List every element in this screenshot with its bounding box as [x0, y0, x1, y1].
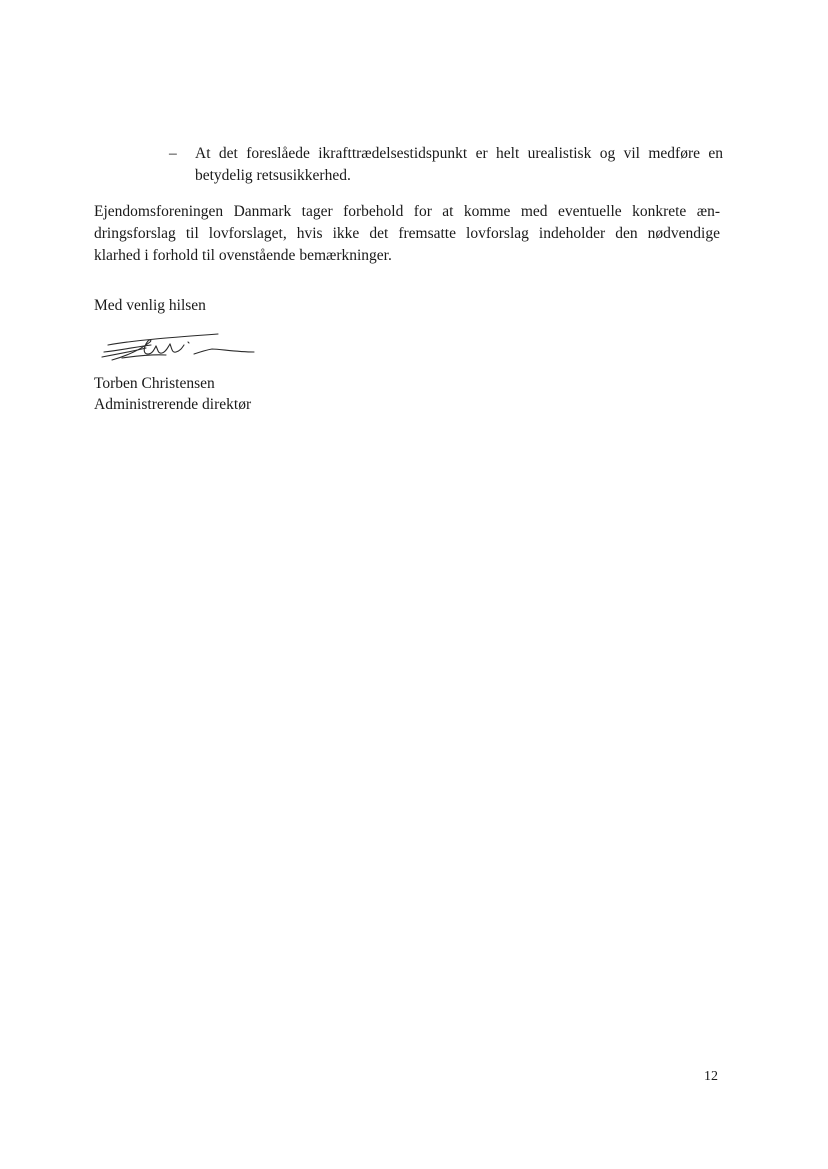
paragraph-line: klarhed i forhold til ovenstående bemærkninger. — [94, 247, 392, 264]
body-paragraph — [94, 201, 720, 267]
handwritten-signature — [96, 330, 256, 364]
bullet-text-line: betydelig retsusikkerhed. — [195, 167, 351, 184]
paragraph-line: Ejendomsforeningen Danmark tager forbehold for at komme med eventuelle konkrete æn- — [94, 203, 720, 220]
paragraph-line: dringsforslag til lovforslaget, hvis ikke det fremsatte lovforslag indeholder den nødvendige — [94, 225, 720, 242]
signer-name: Torben Christensen — [94, 375, 215, 392]
signer-title: Administrerende direktør — [94, 396, 252, 413]
closing-salutation: Med venlig hilsen — [94, 297, 206, 314]
bullet-text — [195, 143, 723, 187]
signer-block — [94, 373, 251, 415]
page-number: 12 — [704, 1069, 718, 1084]
bullet-dash: – — [169, 145, 177, 162]
bullet-text-line: At det foreslåede ikrafttrædelsestidspunkt er helt urealistisk og vil medføre en — [195, 145, 723, 162]
